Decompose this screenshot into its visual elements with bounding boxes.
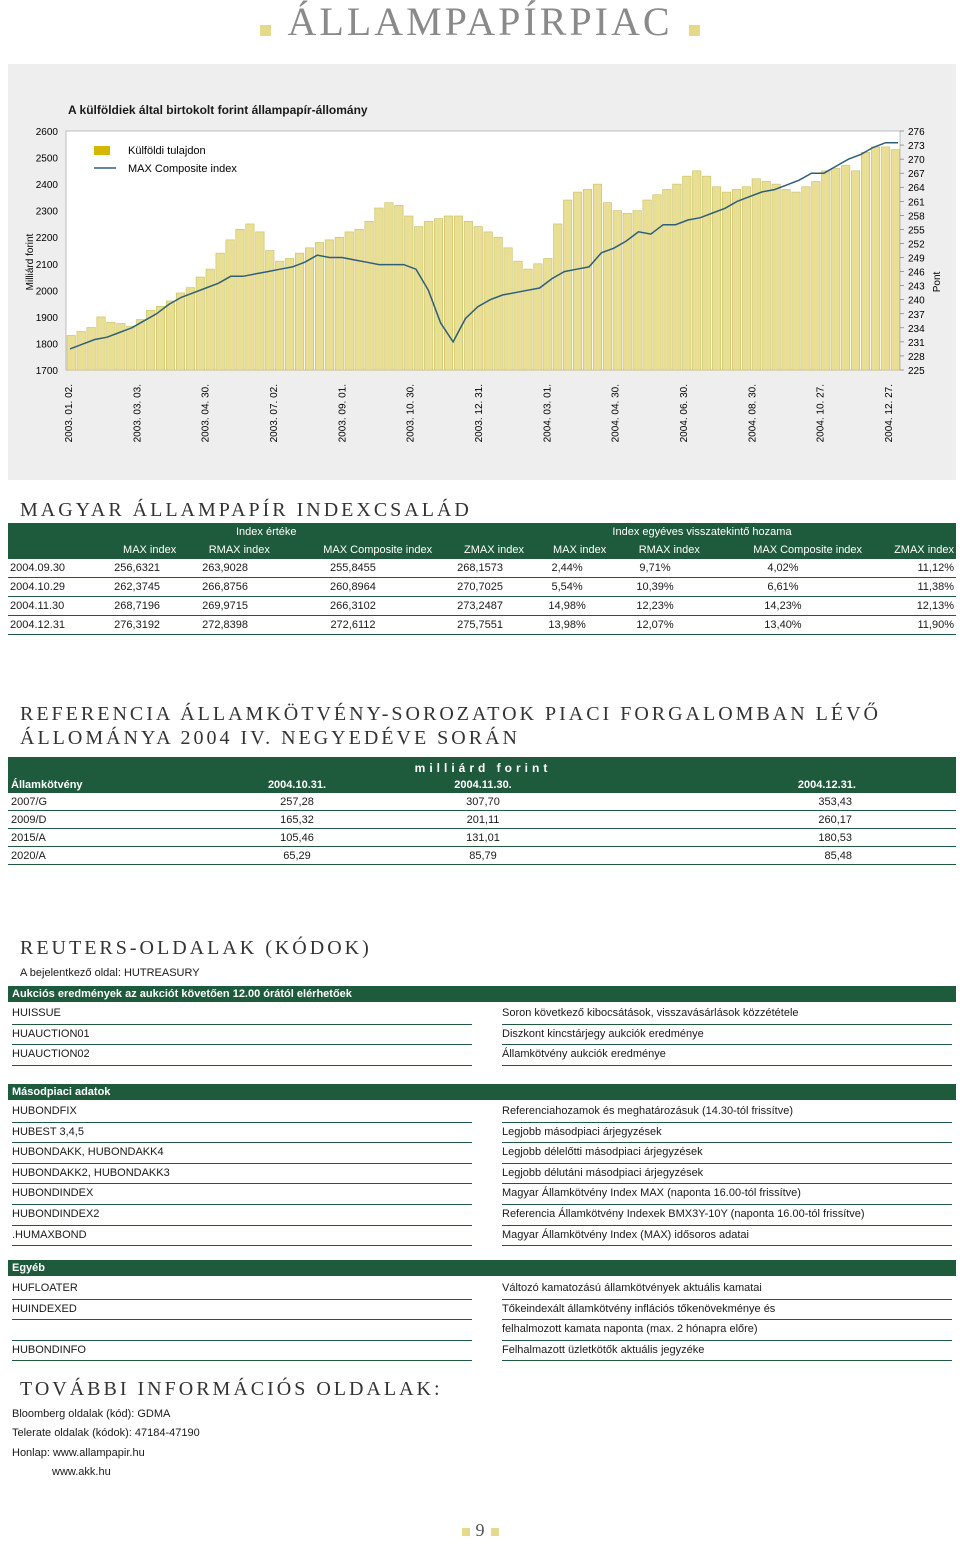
y-right-tick-label: 255 [908,225,925,237]
list-item: HUAUCTION01 [12,1025,472,1046]
list-item: HUISSUE [12,1004,472,1025]
list-item: felhalmozott kamata naponta (max. 2 hónapra előre) [502,1320,952,1341]
cell: 13,98% [526,616,608,635]
bar [226,240,234,370]
bar [97,317,105,370]
bar [285,258,293,370]
bar [841,166,849,370]
cell: 269,9715 [178,597,272,616]
cell: 13,40% [702,616,864,635]
bar [524,269,532,370]
bar [722,192,730,370]
list-item: HUBONDINDEX [12,1184,472,1205]
bar [702,176,710,370]
bar [454,216,462,370]
y-left-tick-label: 2400 [35,180,58,192]
other-code-list [12,1279,472,1361]
y-right-tick-label: 273 [908,141,925,153]
row-date: 2004.12.31 [8,616,96,635]
x-tick-label: 2004. 03. 01. [542,384,554,443]
cell: 270,7025 [434,578,526,597]
bar [712,187,720,370]
col-header: RMAX index [208,544,270,556]
list-item: Referencia Államkötvény Indexek BMX3Y-10Y (naponta 16.00-tól frissítve) [502,1205,952,1226]
x-tick-label: 2004. 04. 30. [610,384,622,443]
right-axis-label: Pont [932,271,943,293]
bar [464,221,472,370]
bar [166,301,174,370]
y-right-tick-label: 252 [908,239,925,251]
cell: 263,9028 [178,559,272,578]
cell: 307,70 [380,793,586,811]
bar [385,203,393,370]
cell: 85,48 [586,847,956,865]
table-row [8,811,956,829]
y-left-tick-label: 2200 [35,233,58,245]
table-row [8,829,956,847]
list-item: HUINDEXED [12,1300,472,1321]
info-line: Telerate oldalak (kódok): 47184-47190 [12,1427,200,1440]
bar [871,147,879,370]
list-item: HUBEST 3,4,5 [12,1123,472,1144]
y-right-tick-label: 234 [908,323,925,335]
y-right-tick-label: 270 [908,155,925,167]
bar [266,251,274,371]
bar [87,328,95,370]
y-left-tick-label: 2500 [35,153,58,165]
reference-heading-line1: REFERENCIA ÁLLAMKÖTVÉNY-SOROZATOK PIACI FORGALOMBAN LÉVŐ [20,703,881,725]
reuters-heading: REUTERS-OLDALAK (KÓDOK) [20,937,372,959]
bar [623,213,631,370]
x-tick-label: 2004. 06. 30. [679,384,690,443]
cell: 5,54% [526,578,608,597]
y-left-tick-label: 2300 [35,206,58,218]
bar [613,211,621,370]
col-header-bond: Államkötvény [11,778,83,791]
bar [891,150,899,370]
y-left-tick-label: 2000 [35,286,58,298]
cell: 272,8398 [178,616,272,635]
list-item: Magyar Államkötvény Index (MAX) idősoros adatai [502,1226,952,1247]
list-item: HUBONDAKK2, HUBONDAKK3 [12,1164,472,1185]
bar [345,232,353,370]
list-item: HUBONDFIX [12,1102,472,1123]
info-line: www.akk.hu [52,1466,111,1479]
bar [762,181,770,370]
auction-code-list [12,1004,472,1066]
bar [563,200,571,370]
bar [295,253,303,370]
bar [534,264,542,370]
x-tick-label: 2004. 12. 27. [884,384,895,443]
table-row [8,578,956,597]
bar [375,208,383,370]
info-line: Bloomberg oldalak (kód): GDMA [12,1408,171,1420]
cell: 262,3745 [96,578,178,597]
bar [812,181,820,370]
x-tick-label: 2003. 07. 02. [269,384,280,443]
bar [127,326,135,370]
y-right-tick-label: 228 [908,351,925,363]
x-tick-label: 2003. 09. 01. [337,384,349,443]
y-right-tick-label: 264 [908,183,925,195]
bar [554,224,562,370]
list-item: Államkötvény aukciók eredménye [502,1045,952,1066]
bar [444,216,452,370]
col-header: ZMAX index [894,544,954,556]
y-left-tick-label: 1900 [35,312,58,324]
x-tick-label: 2003. 04. 30. [200,384,212,443]
index-column-headers [8,541,956,559]
bar [246,224,254,370]
y-right-tick-label: 246 [908,267,925,279]
cell: 353,43 [586,793,956,811]
bar [176,293,184,370]
y-right-tick-label: 261 [908,197,925,209]
bar [752,179,760,370]
bar [434,219,442,370]
cell: 6,61% [702,578,864,597]
reference-heading-line2: ÁLLOMÁNYA 2004 IV. NEGYEDÉVE SORÁN [20,727,520,749]
cell: 131,01 [380,829,586,847]
cell: 255,8455 [272,559,434,578]
cell: 275,7551 [434,616,526,635]
bar [673,184,681,370]
x-tick-label: 2003. 10. 30. [405,384,417,443]
bar [325,240,333,370]
list-item: HUBONDINFO [12,1341,472,1362]
y-left-tick-label: 1700 [35,366,58,377]
other-desc-list [502,1279,952,1361]
row-date: 2004.09.30 [8,559,96,578]
bar [365,221,373,370]
reference-table [8,757,956,865]
bar [603,203,611,370]
col-header: RMAX index [638,544,700,556]
list-item: Legjobb délelőtti másodpiaci árjegyzések [502,1143,952,1164]
bond-name: 2007/G [8,793,214,811]
bar [315,243,323,370]
cell: 268,7196 [96,597,178,616]
cell: 180,53 [586,829,956,847]
cell: 266,8756 [178,578,272,597]
cell: 11,38% [864,578,956,597]
list-item [12,1320,472,1341]
cell: 11,12% [864,559,956,578]
cell: 272,6112 [272,616,434,635]
secondary-desc-list [502,1102,952,1246]
auction-desc-list [502,1004,952,1066]
col-header: 2004.11.30. [454,778,512,791]
more-info-block [12,1405,200,1483]
bar [424,221,432,370]
cell: 2,44% [526,559,608,578]
list-item: Diszkont kincstárjegy aukciók eredménye [502,1025,952,1046]
cell: 14,98% [526,597,608,616]
bar [693,171,701,370]
bar [67,335,75,370]
bar [851,171,859,370]
list-item: Magyar Államkötvény Index MAX (naponta 16.00-tól frissítve) [502,1184,952,1205]
cell: 260,17 [586,811,956,829]
cell: 165,32 [214,811,380,829]
cell: 268,1573 [434,559,526,578]
list-item: HUAUCTION02 [12,1045,472,1066]
bar [593,184,601,370]
cell: 12,13% [864,597,956,616]
index-heading: MAGYAR ÁLLAMPAPÍR INDEXCSALÁD [20,499,472,521]
y-left-tick-label: 2100 [35,259,58,271]
table-row [8,616,956,635]
other-header: Egyéb [8,1260,956,1276]
bar [236,229,244,370]
cell: 12,23% [608,597,702,616]
info-line: Honlap: www.allampapir.hu [12,1446,145,1459]
list-item: Referenciahozamok és meghatározásuk (14.30-tól frissítve) [502,1102,952,1123]
bar [474,227,482,370]
unit-label: milliárd forint [414,760,552,775]
bar [742,187,750,370]
cell: 65,29 [214,847,380,865]
bar [573,192,581,370]
y-right-tick-label: 243 [908,281,925,293]
bar [256,232,264,370]
cell: 266,3102 [272,597,434,616]
bar [544,258,552,370]
list-item: Felhalmazott üzletkötők aktuális jegyzéke [502,1341,952,1362]
bar [861,152,869,370]
cell: 14,23% [702,597,864,616]
secondary-header: Másodpiaci adatok [8,1084,956,1100]
list-item: Legjobb délutáni másodpiaci árjegyzések [502,1164,952,1185]
x-tick-label: 2003. 01. 02. [64,384,75,443]
table-row [8,559,956,578]
x-tick-label: 2003. 03. 03. [132,384,144,443]
y-right-tick-label: 258 [908,211,925,223]
bar [77,331,85,370]
col-header: MAX index [553,544,607,556]
auction-header: Aukciós eredmények az aukciót követően 12.00 órától elérhetőek [8,986,956,1002]
cell: 85,79 [380,847,586,865]
y-right-tick-label: 267 [908,169,925,181]
row-date: 2004.11.30 [8,597,96,616]
y-right-tick-label: 231 [908,337,925,349]
bar [802,187,810,370]
bar [276,261,284,370]
bond-name: 2015/A [8,829,214,847]
bar [504,248,512,370]
bar [514,261,522,370]
y-right-tick-label: 249 [908,253,925,265]
bar [206,269,214,370]
bar [583,189,591,370]
bar [395,205,403,370]
bar [822,171,830,370]
table-row [8,847,956,865]
bar [107,322,115,370]
bar [792,192,800,370]
bar [305,248,313,370]
bar [772,184,780,370]
list-item: Tőkeindexált államkötvény inflációs tőkenövekménye és [502,1300,952,1321]
list-item: HUBONDAKK, HUBONDAKK4 [12,1143,472,1164]
row-date: 2004.10.29 [8,578,96,597]
cell: 257,28 [214,793,380,811]
x-tick-label: 2004. 10. 27. [815,384,827,443]
y-right-tick-label: 225 [908,366,925,377]
bar [415,227,423,370]
x-tick-label: 2003. 12. 31. [474,384,485,443]
cell: 276,3192 [96,616,178,635]
list-item: .HUMAXBOND [12,1226,472,1247]
bar [732,189,740,370]
bar [663,189,671,370]
list-item: HUFLOATER [12,1279,472,1300]
list-item: Soron következő kibocsátások, visszavásárlások közzététele [502,1004,952,1025]
cell: 11,90% [864,616,956,635]
chart-title: A külföldiek által birtokolt forint állampapír-állomány [68,103,368,117]
list-item: Változó kamatozású államkötvények aktuális kamatai [502,1279,952,1300]
y-right-tick-label: 237 [908,309,925,321]
page-square-right-icon [491,1528,499,1536]
table-row [8,597,956,616]
col-header: MAX Composite index [323,544,433,556]
legend-line-label: MAX Composite index [128,163,237,175]
page-title: ÁLLAMPAPÍRPIAC [287,0,673,44]
bar [832,168,840,370]
bar [156,306,164,370]
y-right-tick-label: 240 [908,295,925,307]
cell: 260,8964 [272,578,434,597]
holdings-chart [0,0,960,480]
bond-name: 2009/D [8,811,214,829]
bar [355,229,363,370]
cell: 4,02% [702,559,864,578]
legend-bar-label: Külföldi tulajdon [128,145,206,157]
legend-bar-swatch [94,146,110,155]
cell: 10,39% [608,578,702,597]
list-item: HUBONDINDEX2 [12,1205,472,1226]
cell: 12,07% [608,616,702,635]
bar [881,147,889,370]
x-tick-label: 2004. 08. 30. [747,384,759,443]
bar [137,320,145,370]
cell: 256,6321 [96,559,178,578]
more-info-heading: TOVÁBBI INFORMÁCIÓS OLDALAK: [20,1378,443,1400]
secondary-code-list [12,1102,472,1246]
bar [643,200,651,370]
bar [405,216,413,370]
cell: 105,46 [214,829,380,847]
y-right-tick-label: 276 [908,127,925,138]
bar [186,288,194,370]
index-group2-header: Index egyéves visszatekintő hozama [612,526,792,538]
bar [683,176,691,370]
page-number-block [0,1520,960,1541]
bond-name: 2020/A [8,847,214,865]
login-page-text: A bejelentkező oldal: HUTREASURY [20,967,200,979]
table-row [8,793,956,811]
col-header: MAX Composite index [753,544,863,556]
col-header: MAX index [123,544,177,556]
y-left-tick-label: 1800 [35,339,58,351]
page-square-left-icon [462,1528,470,1536]
bar [216,253,224,370]
cell: 9,71% [608,559,702,578]
list-item: Legjobb másodpiaci árjegyzések [502,1123,952,1144]
bar [653,195,661,370]
cell: 273,2487 [434,597,526,616]
cell: 201,11 [380,811,586,829]
index-group1-header: Index értéke [236,526,297,538]
page-number: 9 [475,1520,485,1540]
left-axis-label: Milliárd forint [25,233,36,291]
col-header: ZMAX index [464,544,524,556]
col-header: 2004.10.31. [267,778,327,791]
col-header: 2004.12.31. [797,778,856,791]
bar [494,237,502,370]
index-table [8,523,956,635]
y-left-tick-label: 2600 [35,127,58,138]
bar [782,189,790,370]
